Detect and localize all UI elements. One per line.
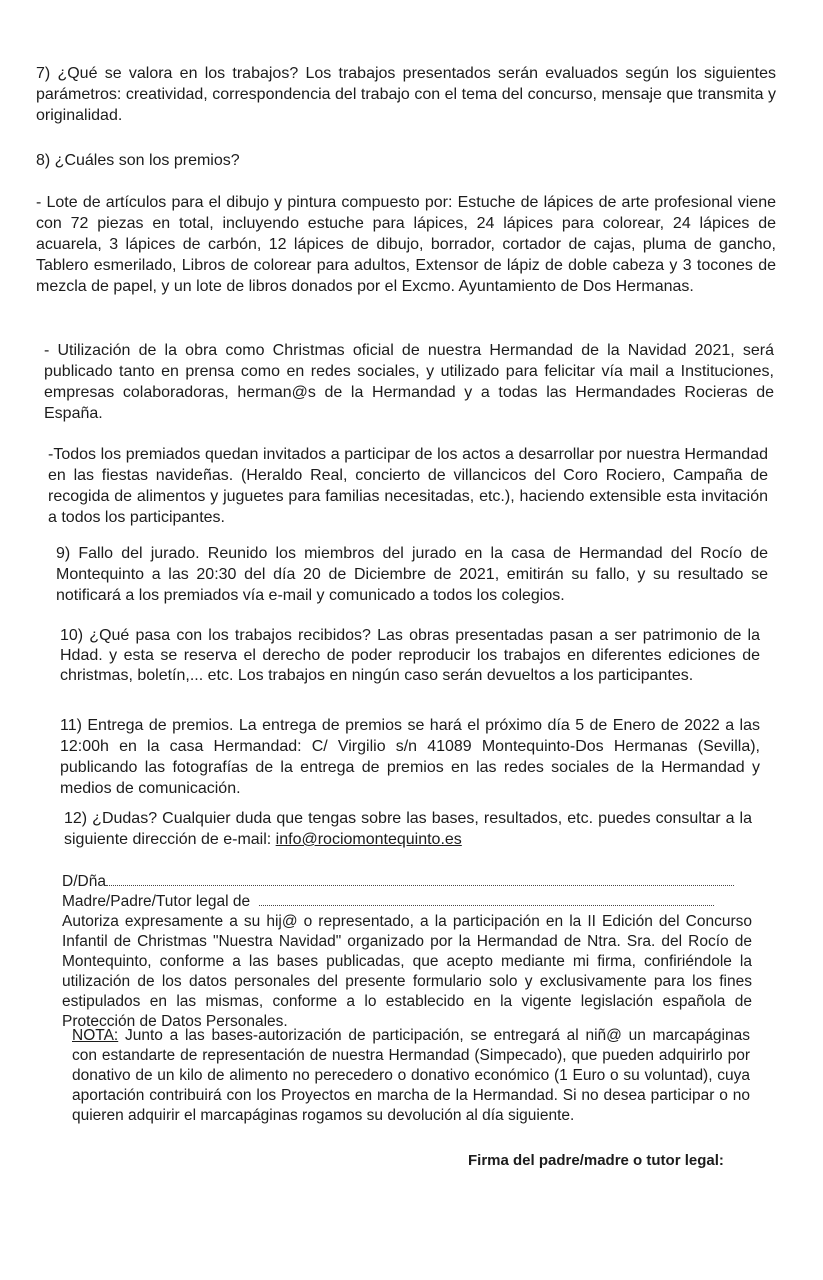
section-7-evaluation: 7) ¿Qué se valora en los trabajos? Los trabajos presentados serán evaluados según los siguientes parámetros: creatividad, correspondencia del trabajo con el tema del concurso, mensaje que transmita y originalidad. [36,65,776,124]
form-tutor-line [62,892,752,912]
questions-text: 12) ¿Dudas? Cualquier duda que tengas sobre las bases, resultados, etc. puedes consultar a la siguiente dirección de e-mail: [64,810,752,848]
form-name-line [62,872,752,892]
contact-email-link[interactable]: info@rociomontequinto.es [275,831,462,848]
section-12-questions [64,808,752,850]
nota-label: NOTA: [72,1027,119,1044]
form-child-name-field[interactable] [259,905,714,906]
nota-paragraph [72,1026,750,1126]
prize-item-art-kit: - Lote de artículos para el dibujo y pintura compuesto por: Estuche de lápices de arte profesional viene con 72 piezas en total, incluyendo estuche para lápices, 24 lápices para colorear, 24 lápices de acuarela, 3 lápices de carbón, 12 lápices de dibujo, borrador, cortador de cajas, pluma de gancho, Tablero esmerilado, Libros de colorear para adultos, Extensor de lápiz de doble cabeza y 3 tocones de mezcla de papel, y un lote de libros donados por el Excmo. Ayuntamiento de Dos Hermanas. [36,194,776,295]
section-8-heading: 8) ¿Cuáles son los premios? [36,152,240,169]
prize-item-invitation: -Todos los premiados quedan invitados a participar de los actos a desarrollar por nuestra Hermandad en las fiestas navideñas. (Heraldo Real, concierto de villancicos del Coro Rociero, Campaña de recogida de alimentos y juguetes para familias necesitadas, etc.), haciendo extensible esta invitación a todos los participantes. [48,446,768,526]
form-name-label: D/Dña [62,873,106,890]
signature-label: Firma del padre/madre o tutor legal: [468,1152,724,1169]
section-10-works: 10) ¿Qué pasa con los trabajos recibidos? Las obras presentadas pasan a ser patrimonio de la Hdad. y esta se reserva el derecho de poder reproducir los trabajos en diferentes ediciones de christmas, boletín,... etc. Los trabajos en ningún caso serán devueltos a los participantes. [60,627,760,684]
prize-item-christmas-card: - Utilización de la obra como Christmas oficial de nuestra Hermandad de la Navidad 2021, será publicado tanto en prensa como en redes sociales, y utilizado para felicitar vía mail a Instituciones, empresas colaboradoras, herman@s de la Hermandad y a todas las Hermandades Rocieras de España. [44,342,774,422]
form-authorization-text: Autoriza expresamente a su hij@ o representado, a la participación en la II Edición del Concurso Infantil de Christmas "Nuestra Navidad" organizado por la Hermandad de Ntra. Sra. del Rocío de Montequinto, conforme a las bases publicadas, que acepto mediante mi firma, confiriéndole la utilización de los datos personales del presente formulario solo y exclusivamente para los fines estipulados en las mismas, conforme a lo establecido en la vigente legislación española de Protección de Datos Personales. [62,913,752,1030]
section-11-awards: 11) Entrega de premios. La entrega de premios se hará el próximo día 5 de Enero de 2022 a las 12:00h en la casa Hermandad: C/ Virgilio s/n 41089 Montequinto-Dos Hermanas (Sevilla), publicando las fotografías de la entrega de premios en las redes sociales de la Hermandad y medios de comunicación. [60,717,760,797]
form-tutor-label: Madre/Padre/Tutor legal de [62,893,251,910]
form-name-field[interactable] [106,885,734,886]
section-9-jury: 9) Fallo del jurado. Reunido los miembros del jurado en la casa de Hermandad del Rocío de Montequinto a las 20:30 del día 20 de Diciembre de 2021, emitirán su fallo, y su resultado se notificará a los premiados vía e-mail y comunicado a todos los colegios. [56,545,768,604]
authorization-form [62,872,752,1032]
nota-text: Junto a las bases-autorización de participación, se entregará al niñ@ un marcapáginas con estandarte de representación de nuestra Hermandad (Simpecado), que pueden adquirirlo por donativo de un kilo de alimento no perecedero o donativo económico (1 Euro o su voluntad), cuya aportación contribuirá con los Proyectos en marcha de la Hermandad. Si no desea participar o no quieren adquirir el marcapáginas rogamos su devolución al día siguiente. [72,1027,750,1124]
